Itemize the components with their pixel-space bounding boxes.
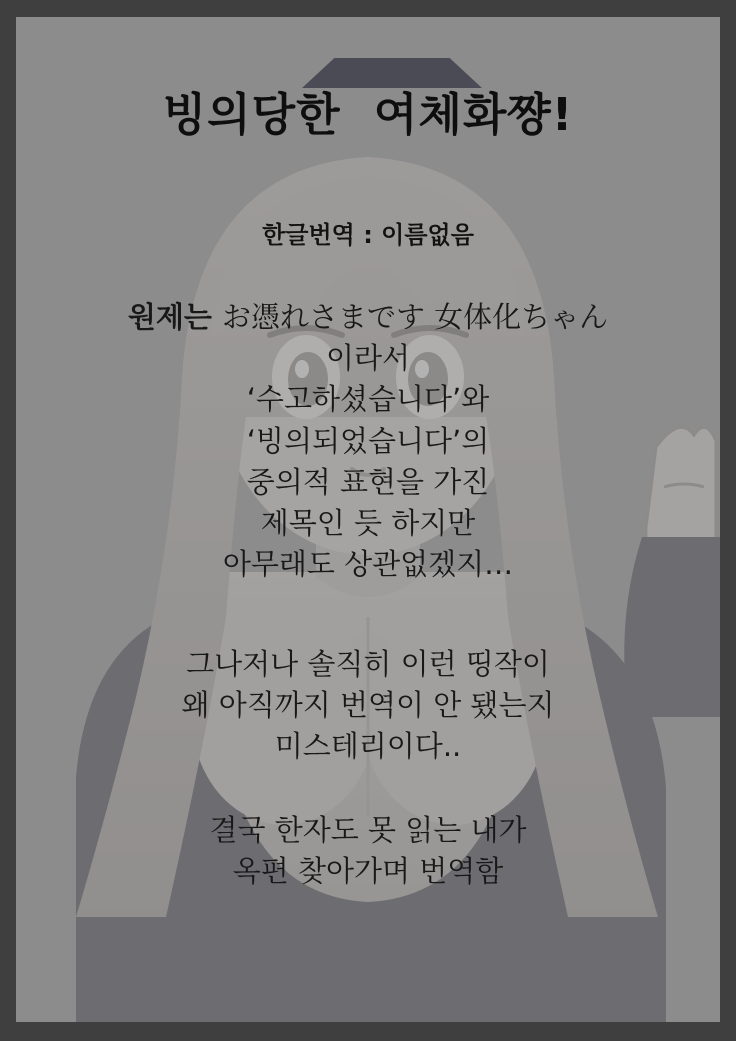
text-layer <box>16 17 720 1022</box>
paragraph-3-line-1: 옥편 찾아가며 번역함 <box>232 854 504 889</box>
paragraph-1-lead-prefix: 원제는 <box>127 300 222 334</box>
paragraph-1-lead-japanese: お憑れさまです 女体化ちゃん <box>221 300 609 334</box>
paragraph-1-line-3: ‘빙의되었습니다’의 <box>246 423 490 458</box>
paragraph-2-line-0: 그나저나 솔직히 이런 띵작이 <box>186 647 550 681</box>
paragraph-1-line-1: 이라서 <box>325 341 411 376</box>
page-frame-left <box>0 0 16 1041</box>
page-frame-right <box>720 0 736 1041</box>
translator-credit: 한글번역 : 이름없음 <box>262 221 474 249</box>
paragraph-1-line-4: 중의적 표현을 가진 <box>246 464 490 499</box>
paragraph-1 <box>16 297 720 585</box>
paragraph-1-line-2: ‘수고하셨습니다’와 <box>246 382 490 417</box>
page-title: 빙의당한 여체화쨩! <box>162 88 574 141</box>
paragraph-2-line-1: 왜 아직까지 번역이 안 됐는지 <box>181 688 555 723</box>
paragraph-3-line-0: 결국 한자도 못 읽는 내가 <box>209 813 527 847</box>
page-frame-bottom <box>0 1022 736 1041</box>
paragraph-3 <box>16 810 720 892</box>
paragraph-2-line-2: 미스테리이다.. <box>274 729 462 764</box>
paragraph-1-line-0 <box>16 297 720 338</box>
paragraph-1-line-5: 제목인 듯 하지만 <box>260 505 476 540</box>
paragraph-2 <box>16 644 720 768</box>
paragraph-1-line-6: 아무래도 상관없겠지… <box>222 547 514 582</box>
page-frame-top <box>0 0 736 17</box>
